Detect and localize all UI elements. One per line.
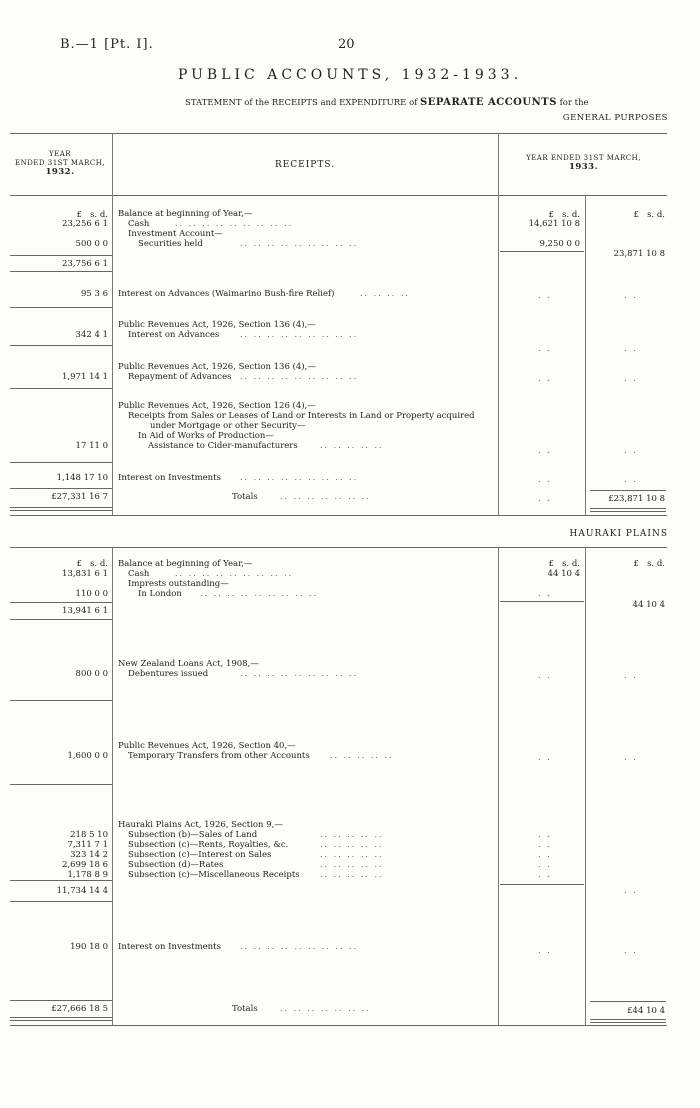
table2-col-divider-right: [585, 547, 586, 1025]
hpa-item-dots-mid: . .: [538, 870, 552, 879]
s2-nzla-dots-right: . .: [624, 671, 638, 680]
s1-cash-leader: .. .. .. .. .. .. .. .. ..: [175, 219, 294, 228]
s2-totals-rule-bottom-right-1: [590, 1019, 666, 1020]
s2-interest-inv-leader: .. .. .. .. .. .. .. .. ..: [240, 942, 359, 951]
s1-totals-1933: £23,871 10 8: [608, 494, 665, 504]
s1-pra3-sub4: Assistance to Cider-manufacturers: [148, 441, 298, 451]
table1-col-divider-mid: [498, 133, 499, 515]
hpa-item-dots-mid: . .: [538, 850, 552, 859]
s1-subtotal-rule-left: [10, 255, 112, 256]
table1-top-rule: [10, 133, 667, 134]
s1-subtotal-rule-left-2: [10, 271, 112, 272]
hpa-item-label: Subsection (c)—Interest on Sales: [128, 850, 272, 860]
s2-nzla-dots-mid: . .: [538, 671, 552, 680]
s2-interest-inv-dots-right: . .: [624, 946, 638, 955]
s2-cash-label: Cash: [128, 569, 150, 579]
s1-pra3-1932: 17 11 0: [75, 441, 108, 451]
page-title: PUBLIC ACCOUNTS, 1932-1933.: [177, 67, 523, 83]
s2-cash-1932: 13,831 6 1: [62, 569, 108, 579]
s2-cash-1933: 44 10 4: [547, 569, 580, 579]
col-year-1933: YEAR ENDED 31ST MARCH, 1933.: [526, 154, 641, 172]
s2-subtotal-rule-left-2: [10, 619, 112, 620]
currency-head-left: £ s. d.: [76, 210, 108, 220]
hpa-item-dots-mid: . .: [538, 830, 552, 839]
s1-pra2-1932: 1,971 14 1: [62, 372, 108, 382]
s2-london-1932: 110 0 0: [75, 589, 108, 599]
s1-totals-rule-top-left: [10, 488, 112, 489]
s1-interest-inv-dots-mid: . .: [538, 475, 552, 484]
s1-waimarino-label: Interest on Advances (Waimarino Bush-fire Relief): [118, 289, 335, 299]
s2-hpa-label: Hauraki Plains Act, 1926, Section 9,—: [118, 820, 283, 830]
s1-totals-1932: £27,331 16 7: [51, 492, 108, 502]
s2-imprests-label: Imprests outstanding—: [128, 579, 229, 589]
s1-pra2-dots-mid: . .: [538, 374, 552, 383]
general-purposes-heading: GENERAL PURPOSES: [562, 113, 668, 123]
s2-currency-head-mid: £ s. d.: [548, 559, 580, 569]
s1-pra1-1932: 342 4 1: [75, 330, 108, 340]
s2-london-dots-mid: . .: [538, 589, 552, 598]
s2-totals-rule-bottom-right-2: [590, 1022, 666, 1023]
table1-col-divider-right: [585, 195, 586, 515]
s2-currency-head-left: £ s. d.: [76, 559, 108, 569]
s1-totals-rule-bottom-right-2: [590, 511, 666, 512]
s1-totals-rule-top-right: [590, 490, 666, 491]
s1-pra3-dots-mid: . .: [538, 446, 552, 455]
s2-interest-inv-label: Interest on Investments: [118, 942, 221, 952]
s2-totals-rule-bottom-left-1: [10, 1017, 112, 1018]
s2-totals-rule-bottom-left-2: [10, 1020, 112, 1021]
s2-hpa-dots-right: . .: [624, 886, 638, 895]
s2-hpa-subtotal-rule-mid: [500, 884, 584, 885]
s1-pra3-sub3: In Aid of Works of Production—: [138, 431, 274, 441]
s2-pra-label: Public Revenues Act, 1926, Section 40,—: [118, 741, 296, 751]
s1-balance-total-1933: 23,871 10 8: [613, 249, 665, 259]
s1-balance-total-1932: 23,756 6 1: [62, 259, 108, 269]
s1-pra1-sub: Interest on Advances: [128, 330, 220, 340]
s1-totals-rule-bottom-left-1: [10, 507, 112, 508]
s1-totals-rule-bottom-right-1: [590, 508, 666, 509]
currency-head-right: £ s. d.: [633, 210, 665, 220]
s2-totals-1933: £44 10 4: [627, 1006, 665, 1016]
s1-securities-leader: .. .. .. .. .. .. .. .. ..: [240, 239, 359, 248]
s2-subtotal-rule-left: [10, 602, 112, 603]
s1-securities-1932: 500 0 0: [75, 239, 108, 249]
hpa-item-leader: .. .. .. .. ..: [320, 860, 384, 869]
s2-hpa-subtotal-rule: [10, 880, 112, 881]
hpa-item-amount: 7,311 7 1: [67, 840, 108, 850]
s2-interest-inv-1932: 190 18 0: [70, 942, 108, 952]
s1-pra1-dots-mid: . .: [538, 344, 552, 353]
s2-london-label: In London: [138, 589, 182, 599]
currency-head-mid: £ s. d.: [548, 210, 580, 220]
s2-pra-leader: .. .. .. .. ..: [330, 751, 394, 760]
s1-interest-inv-leader: .. .. .. .. .. .. .. .. ..: [240, 473, 359, 482]
s2-pra-dots-right: . .: [624, 753, 638, 762]
s1-pra3-sub1: Receipts from Sales or Leases of Land or Interests in Land or Property acquired: [128, 411, 475, 421]
s2-rule-3: [10, 700, 112, 701]
statement-heading: STATEMENT of the RECEIPTS and EXPENDITURE of SEPARATE ACCOUNTS for the: [185, 97, 589, 108]
s1-interest-inv-label: Interest on Investments: [118, 473, 221, 483]
s1-pra1-dots-right: . .: [624, 344, 638, 353]
s1-pra1-label: Public Revenues Act, 1926, Section 136 (4),—: [118, 320, 316, 330]
hpa-item-amount: 323 14 2: [70, 850, 108, 860]
table1-header-rule: [10, 195, 667, 196]
col-year-1932: YEAR ENDED 31ST MARCH, 1932.: [14, 150, 106, 177]
hpa-item-amount: 2,699 18 6: [62, 860, 108, 870]
hpa-item-label: Subsection (d)—Rates: [128, 860, 224, 870]
s2-balance-total-1932: 13,941 6 1: [62, 606, 108, 616]
s1-pra3-dots-right: . .: [624, 446, 638, 455]
s2-london-leader: .. .. .. .. .. .. .. .. ..: [200, 589, 319, 598]
s1-rule-4: [10, 345, 112, 346]
s2-pra-sub: Temporary Transfers from other Accounts: [128, 751, 310, 761]
s2-pra-1932: 1,600 0 0: [67, 751, 108, 761]
s2-totals-rule-top-right: [590, 1001, 666, 1002]
s1-securities-1933: 9,250 0 0: [539, 239, 580, 249]
table2-bottom-rule: [10, 1025, 667, 1026]
s1-pra2-label: Public Revenues Act, 1926, Section 136 (4),—: [118, 362, 316, 372]
table2-col-divider-left: [112, 547, 113, 1025]
s2-balance-label: Balance at beginning of Year,—: [118, 559, 253, 569]
page-reference: B.—1 [Pt. I].: [60, 37, 154, 52]
s2-nzla-leader: .. .. .. .. .. .. .. .. ..: [240, 669, 359, 678]
s2-totals-1932: £27,666 18 5: [51, 1004, 108, 1014]
hpa-item-dots-mid: . .: [538, 840, 552, 849]
s1-waimarino-dots-right: . .: [624, 291, 638, 300]
hpa-item-amount: 218 5 10: [70, 830, 108, 840]
s1-pra2-leader: .. .. .. .. .. .. .. .. ..: [240, 372, 359, 381]
s1-balance-label: Balance at beginning of Year,—: [118, 209, 253, 219]
s1-totals-label: Totals: [232, 492, 258, 502]
s2-hpa-subtotal-rule-2: [10, 901, 112, 902]
s2-nzla-label: New Zealand Loans Act, 1908,—: [118, 659, 259, 669]
s2-subtotal-rule-mid: [500, 601, 584, 602]
hpa-item-label: Subsection (b)—Sales of Land: [128, 830, 258, 840]
s1-rule-5: [10, 388, 112, 389]
s1-rule-6: [10, 462, 112, 463]
s2-hpa-total-1932: 11,734 14 4: [56, 886, 108, 896]
s1-waimarino-leader: .. .. .. ..: [360, 289, 410, 298]
col-receipts: RECEIPTS.: [274, 160, 336, 170]
hpa-item-leader: .. .. .. .. ..: [320, 870, 384, 879]
s1-interest-inv-1932: 1,148 17 10: [56, 473, 108, 483]
table1-bottom-rule: [10, 515, 667, 516]
hpa-item-label: Subsection (c)—Rents, Royalties, &c.: [128, 840, 289, 850]
hpa-item-leader: .. .. .. .. ..: [320, 840, 384, 849]
s1-totals-leader: .. .. .. .. .. .. ..: [280, 492, 371, 501]
s2-nzla-sub: Debentures issued: [128, 669, 209, 679]
page-number: 20: [338, 37, 355, 52]
s1-waimarino-1932: 95 3 6: [80, 289, 108, 299]
hpa-item-label: Subsection (c)—Miscellaneous Receipts: [128, 870, 300, 880]
s1-interest-inv-dots-right: . .: [624, 475, 638, 484]
s1-subtotal-rule-mid: [500, 251, 584, 252]
s2-nzla-1932: 800 0 0: [75, 669, 108, 679]
hpa-item-leader: .. .. .. .. ..: [320, 850, 384, 859]
s1-pra2-sub: Repayment of Advances: [128, 372, 232, 382]
table1-col-divider-left: [112, 133, 113, 515]
s2-cash-leader: .. .. .. .. .. .. .. .. ..: [175, 569, 294, 578]
s1-pra3-sub2: under Mortgage or other Security—: [150, 421, 306, 431]
s1-cash-1933: 14,621 10 8: [528, 219, 580, 229]
s2-currency-head-right: £ s. d.: [633, 559, 665, 569]
hpa-item-leader: .. .. .. .. ..: [320, 830, 384, 839]
s1-pra1-leader: .. .. .. .. .. .. .. .. ..: [240, 330, 359, 339]
s2-totals-rule-top-left: [10, 1000, 112, 1001]
s2-balance-total-1933: 44 10 4: [632, 600, 665, 610]
table2-col-divider-mid: [498, 547, 499, 1025]
s1-pra3-leader: .. .. .. .. ..: [320, 441, 384, 450]
table2-top-rule: [10, 547, 667, 548]
hpa-item-amount: 1,178 8 9: [67, 870, 108, 880]
hpa-item-dots-mid: . .: [538, 860, 552, 869]
s1-pra2-dots-right: . .: [624, 374, 638, 383]
s1-totals-dots-mid: . .: [538, 494, 552, 503]
s1-investment-label: Investment Account—: [128, 229, 223, 239]
s1-cash-1932: 23,256 6 1: [62, 219, 108, 229]
s2-totals-leader: .. .. .. .. .. .. ..: [280, 1004, 371, 1013]
s2-pra-dots-mid: . .: [538, 753, 552, 762]
s1-cash-label: Cash: [128, 219, 150, 229]
hauraki-plains-heading: HAURAKI PLAINS: [569, 529, 668, 539]
s2-interest-inv-dots-mid: . .: [538, 946, 552, 955]
s1-waimarino-dots-mid: . .: [538, 291, 552, 300]
s1-totals-rule-bottom-left-2: [10, 510, 112, 511]
s1-pra3-label: Public Revenues Act, 1926, Section 126 (4),—: [118, 401, 316, 411]
s2-totals-label: Totals: [232, 1004, 258, 1014]
s2-rule-4: [10, 784, 112, 785]
s1-securities-label: Securities held: [138, 239, 203, 249]
s1-rule-3: [10, 307, 112, 308]
